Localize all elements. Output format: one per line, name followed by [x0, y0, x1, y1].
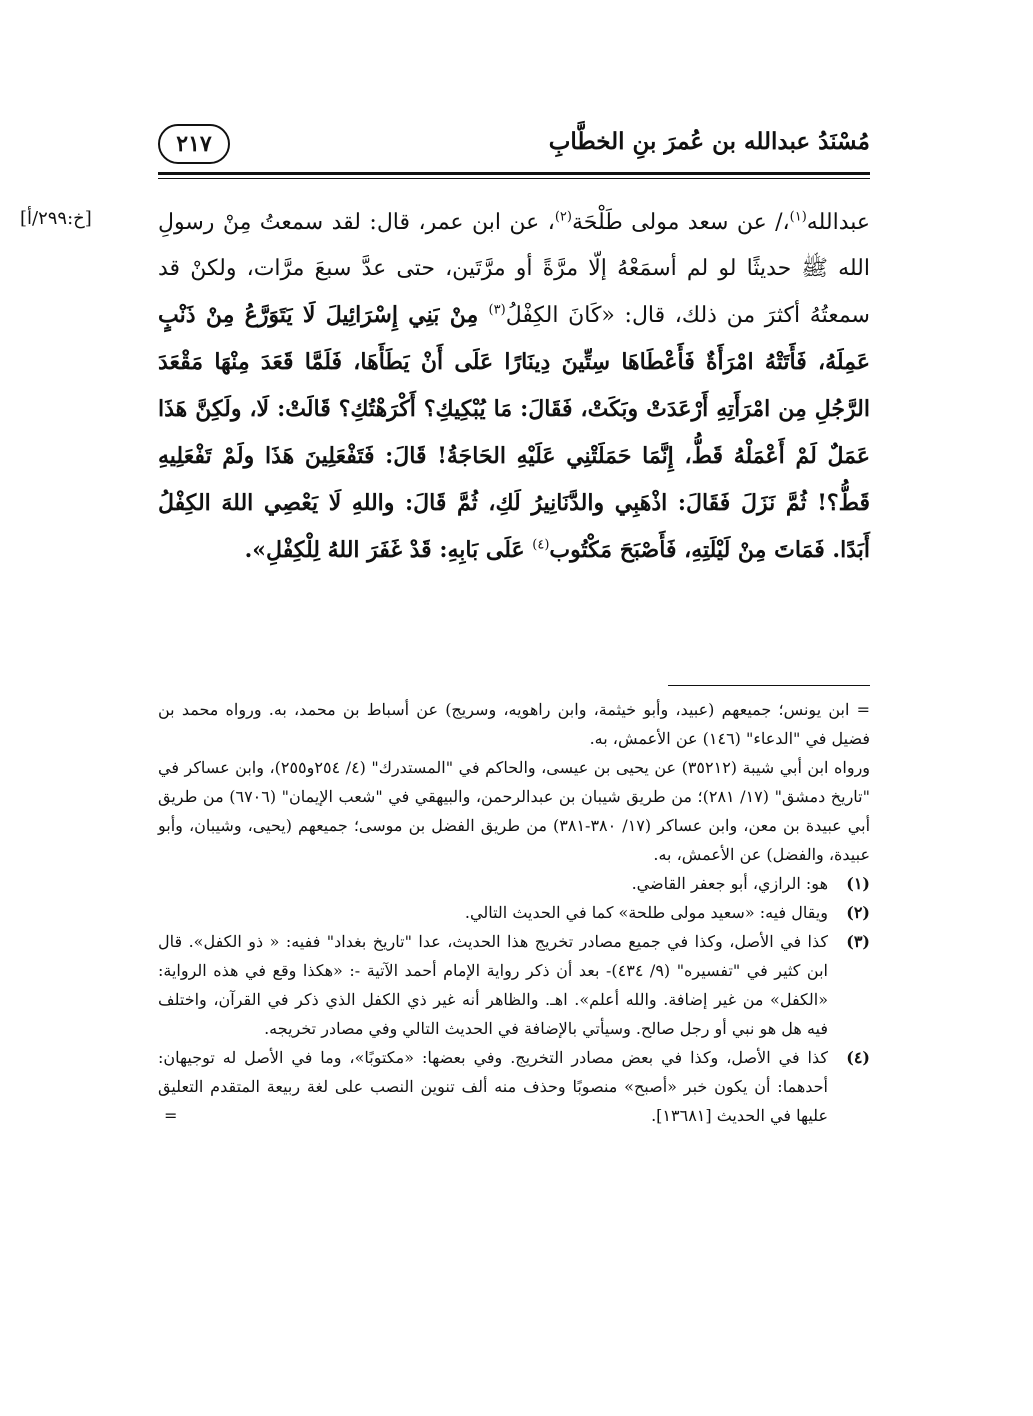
footnote-text-wrapper	[158, 1043, 828, 1130]
footnotes-section	[158, 695, 870, 1130]
header-rule-thin	[158, 178, 870, 179]
footnote-text: ويقال فيه: «سعيد مولى طلحة» كما في الحديث التالي.	[464, 903, 828, 922]
footnote-ref-4: (٤)	[532, 537, 550, 553]
continuation-mark: =	[164, 1106, 178, 1125]
hadith-main-text	[158, 200, 870, 574]
page-number: ٢١٧	[158, 124, 230, 164]
isnad-text-3: ، عن ابن عمر، قال: لقد سمعتُ مِنْ رسولِ الله ﷺ حديثًا لو لم أسمَعْهُ إلّا مرَّةً أو مرَّتَين، حتى عدَّ سبعَ مرَّات، ولكنْ قد سمعتُهُ أكثرَ من ذلك، قال: «كَانَ الكِفْلُ	[158, 210, 870, 328]
footnote-ref-1: (١)	[789, 209, 807, 225]
running-title: مُسْنَدُ عبدالله بن عُمرَ بنِ الخطَّابِ	[548, 128, 870, 155]
footnote-3	[158, 927, 870, 1043]
footnote-number: (١)	[846, 874, 870, 893]
footnote-1	[158, 869, 870, 898]
manuscript-folio-reference: [خ:٢٩٩/أ]	[20, 208, 92, 229]
hadith-matn-1: مِنْ بَنِي إِسْرَائِيلَ لَا يَتَوَرَّعُ مِنْ ذَنْبٍ عَمِلَهُ، فَأَتَتْهُ امْرَأَةٌ فَأَعْطَاهَا سِتِّينَ دِينَارًا عَلَى أَنْ يَطَأَهَا، فَلَمَّا قَعَدَ مِنْهَا مَقْعَدَ الرَّجُلِ مِن امْرَأَتِهِ أَرْعَدَتْ وبَكَتْ، فَقَالَ: مَا يُبْكِيكِ؟ أَكْرَهْتُكِ؟ قَالَتْ: لَا، ولَكِنَّ هَذَا عَمَلٌ لَمْ أَعْمَلْهُ قَطُّ، إِنَّمَا حَمَلَتْنِي عَلَيْهِ الحَاجَةُ! قَالَ: فَتَفْعَلِينَ هَذَا ولَمْ تَفْعَلِيهِ قَطُّ؟! ثُمَّ نَزَلَ فَقَالَ: اذْهَبِي والدَّنَانِيرُ لَكِ، ثُمَّ قَالَ: واللهِ لَا يَعْصِي اللهَ الكِفْلُ أَبَدًا. فَمَاتَ مِنْ لَيْلَتِهِ، فَأَصْبَحَ مَكْتُوب	[158, 302, 870, 563]
footnote-ref-2: (٢)	[554, 209, 572, 225]
isnad-text-1: عبدالله	[806, 210, 871, 235]
footnote-text: كذا في الأصل، وكذا في بعض مصادر التخريج. وفي بعضها: «مكتوبًا»، وما في الأصل له توجيهان: أحدهما: أن يكون خبر «أصبح» منصوبًا وحذف منه ألف تنوين النصب على لغة ربيعة المتقدم التعليق عليها في الحديث [١٣٦٨١].	[158, 1048, 829, 1125]
footnote-number: (٣)	[846, 932, 870, 951]
header-rule-thick	[158, 172, 870, 175]
footnote-2	[158, 898, 870, 927]
page-header	[158, 122, 870, 170]
hadith-matn-2: عَلَى بَابِهِ: قَدْ غَفَرَ اللهُ لِلْكِفْلِ».	[244, 537, 533, 563]
footnote-4	[158, 1043, 870, 1130]
footnote-text: كذا في الأصل، وكذا في جميع مصادر تخريج هذا الحديث، عدا "تاريخ بغداد" ففيه: « ذو الكفل». قال ابن كثير في "تفسيره" (٩/ ٤٣٤)- بعد أن ذكر رواية الإمام أحمد الآتية -: «هكذا وقع في هذه الرواية: «الكفل» من غير إضافة. والله أعلم». اهـ. والظاهر أنه غير ذي الكفل الذي ذكر في القرآن، واختلف فيه هل هو نبي أو رجل صالح. وسيأتي بالإضافة في الحديث التالي وفي مصادر تخريجه.	[158, 932, 829, 1038]
footnote-ref-3: (٣)	[488, 302, 506, 318]
footnote-continuation-paragraph-2: ورواه ابن أبي شيبة (٣٥٢١٢) عن يحيى بن عيسى، والحاكم في "المستدرك" (٤/ ٢٥٤و٢٥٥)، وابن عساكر في "تاريخ دمشق" (١٧/ ٢٨١)؛ من طريق شيبان بن عبدالرحمن، والبيهقي في "شعب الإيمان" (٦٧٠٦) من طريق أبي عبيدة بن معن، وابن عساكر (١٧/ ٣٨٠-٣٨١) من طريق الفضل بن موسى؛ جميعهم (يحيى، وشيبان، وأبو عبيدة، والفضل) عن الأعمش، به.	[158, 758, 871, 864]
isnad-text-2: ،/ عن سعد مولى طَلْحَة	[571, 210, 790, 235]
footnote-number: (٢)	[846, 903, 870, 922]
footnote-continuation-paragraph-1: = ابن يونس؛ جميعهم (عبيد، وأبو خيثمة، وابن راهويه، وسريج) عن أسباط بن محمد، به. ورواه محمد بن فضيل في "الدعاء" (١٤٦) عن الأعمش، به.	[158, 700, 870, 748]
footnote-continuation	[158, 695, 870, 869]
footnote-number: (٤)	[846, 1048, 870, 1067]
footnote-text: هو: الرازي، أبو جعفر القاضي.	[631, 874, 828, 893]
footnote-separator	[668, 685, 870, 686]
